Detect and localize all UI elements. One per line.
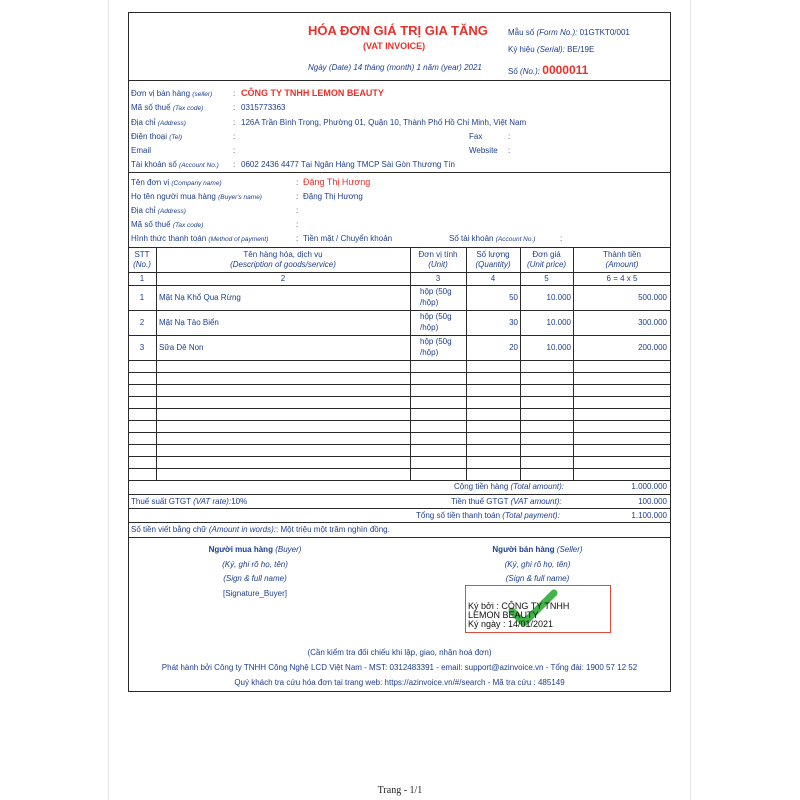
serial-number: Ký hiệu (Serial): BE/19E — [508, 45, 595, 54]
table-line — [128, 468, 671, 469]
table-index-cell: 3 — [435, 274, 441, 283]
signed-by: Ký bởi : CÔNG TY TNHH — [468, 601, 570, 611]
issuer-info: Phát hành bởi Công ty TNHH Công Nghệ LCD Việt Nam - MST: 0312483391 - email: support@azinvoice.vn - Tổng đài: 1900 57 12 52 — [161, 663, 638, 672]
digital-signature-box — [465, 585, 611, 633]
table-row-amount: 300.000 — [638, 318, 667, 327]
divider — [128, 522, 671, 523]
seller-fax-label: Fax — [469, 132, 483, 141]
buyer-sign-note-vi: (Ký, ghi rõ họ, tên) — [222, 560, 288, 569]
buyer-account-label: Số tài khoản (Account No.) — [449, 234, 536, 243]
buyer-signature-placeholder: [Signature_Buyer] — [222, 589, 288, 598]
table-header-cell: Số lượng (Quantity) — [475, 250, 511, 269]
table-row-no: 3 — [139, 343, 145, 352]
seller-tax-label: Mã số thuế (Tax code) — [131, 103, 204, 112]
table-index-cell: 1 — [139, 274, 145, 283]
table-header-cell: Thành tiền (Amount) — [603, 250, 641, 269]
table-row-description: Mặt Nạ Khổ Qua Rừng — [159, 293, 241, 302]
total-payment-value: 1.100.000 — [631, 511, 667, 520]
table-line — [128, 272, 671, 273]
seller-name-label: Đơn vị bán hàng (seller) — [131, 89, 213, 98]
table-line — [128, 335, 671, 336]
payment-method-label: Hình thức thanh toán (Method of payment) — [131, 234, 269, 243]
table-index-cell: 6 = 4 x 5 — [606, 274, 638, 283]
table-header-cell: Đơn vị tính (Unit) — [418, 250, 458, 269]
table-row-unit-price: 10.000 — [546, 343, 571, 352]
table-row-unit: hộp (50g /hộp) — [420, 337, 452, 357]
buyer-company: Đặng Thị Hương — [303, 177, 371, 187]
table-row-no: 1 — [139, 293, 145, 302]
invoice-title: HÓA ĐƠN GIÁ TRỊ GIA TĂNG — [308, 23, 488, 38]
vat-amount-label: Tiền thuế GTGT (VAT amount): — [451, 497, 562, 506]
lookup-info: Quý khách tra cứu hóa đơn tại trang web: https://azinvoice.vn/#/search - Mã tra cứu : 485149 — [234, 678, 565, 687]
form-number: Mẫu số (Form No.): 01GTKT0/001 — [508, 28, 630, 37]
divider — [128, 537, 671, 538]
table-line — [128, 285, 671, 286]
buyer-address-label: Địa chỉ (Address) — [131, 206, 186, 215]
vat-rate-label: Thuế suất GTGT (VAT rate):10% — [131, 497, 248, 506]
signed-date: Ký ngày : 14/01/2021 — [468, 619, 554, 629]
seller-sign-title: Người bán hàng (Seller) — [492, 545, 583, 554]
invoice-subtitle: (VAT INVOICE) — [363, 41, 426, 51]
buyer-sign-note-en: (Sign & full name) — [223, 574, 287, 583]
signed-by-company: LEMON BEAUTY — [468, 610, 539, 620]
table-header-cell: Đơn giá (Unit price) — [526, 250, 567, 269]
buyer-name-label: Họ tên người mua hàng (Buyer's name) — [131, 192, 262, 201]
table-row-amount: 500.000 — [638, 293, 667, 302]
table-line — [128, 247, 671, 248]
invoice-date: Ngày (Date) 14 tháng (month) 1 năm (year) 2021 — [308, 63, 482, 72]
table-index-cell: 4 — [490, 274, 496, 283]
vat-amount-value: 100.000 — [638, 497, 667, 506]
payment-method: Tiền mặt / Chuyển khoản — [303, 234, 393, 243]
table-line — [128, 396, 671, 397]
table-line — [128, 360, 671, 361]
seller-sign-note-vi: (Ký, ghi rõ họ, tên) — [504, 560, 571, 569]
buyer-name: Đặng Thị Hương — [303, 192, 363, 201]
table-line — [128, 420, 671, 421]
divider — [128, 172, 671, 173]
divider — [128, 80, 671, 81]
table-index-cell: 2 — [280, 274, 286, 283]
seller-account: 0602 2436 4477 Tại Ngân Hàng TMCP Sài Gòn Thương Tín — [241, 160, 455, 169]
seller-account-label: Tài khoản số (Account No.) — [131, 160, 219, 169]
seller-address-label: Địa chỉ (Address) — [131, 118, 186, 127]
table-row-no: 2 — [139, 318, 145, 327]
seller-address: 126A Trần Bình Trọng, Phường 01, Quận 10, Thành Phố Hồ Chí Minh, Việt Nam — [241, 118, 527, 127]
table-line — [128, 384, 671, 385]
invoice-number: Số (No.): 0000011 — [508, 63, 589, 77]
subtotal-label: Cộng tiền hàng (Total amount): — [454, 482, 565, 491]
table-header-cell: Tên hàng hóa, dịch vụ (Description of goods/service) — [230, 250, 336, 269]
table-row-unit-price: 10.000 — [546, 318, 571, 327]
divider — [128, 508, 671, 509]
table-row-unit: hộp (50g /hộp) — [420, 312, 452, 332]
table-row-unit-price: 10.000 — [546, 293, 571, 302]
seller-tax-code: 0315773363 — [241, 103, 286, 112]
page-number: Trang - 1/1 — [377, 785, 423, 796]
total-payment-label: Tổng số tiền thanh toán (Total payment): — [416, 511, 560, 520]
table-row-unit: hộp (50g /hộp) — [420, 287, 452, 307]
table-line — [128, 432, 671, 433]
seller-email-label: Email — [131, 146, 152, 155]
buyer-tax-label: Mã số thuế (Tax code) — [131, 220, 204, 229]
buyer-company-label: Tên đơn vị (Company name) — [131, 178, 222, 187]
table-row-quantity: 30 — [509, 318, 518, 327]
table-line — [128, 372, 671, 373]
table-row-quantity: 50 — [509, 293, 518, 302]
table-line — [128, 408, 671, 409]
seller-tel-label: Điện thoại (Tel) — [131, 132, 183, 141]
divider — [128, 494, 671, 495]
table-header-cell: STT (No.) — [133, 250, 151, 269]
table-row-quantity: 20 — [509, 343, 518, 352]
seller-sign-note-en: (Sign & full name) — [505, 574, 570, 583]
table-line — [128, 444, 671, 445]
seller-website-label: Website — [469, 146, 498, 155]
subtotal-value: 1.000.000 — [631, 482, 667, 491]
buyer-sign-title: Người mua hàng (Buyer) — [208, 545, 302, 554]
table-line — [128, 480, 671, 481]
table-row-description: Mặt Nạ Tảo Biển — [159, 318, 219, 327]
table-line — [128, 310, 671, 311]
seller-name: CÔNG TY TNHH LEMON BEAUTY — [241, 88, 384, 98]
table-index-cell: 5 — [544, 274, 549, 283]
check-note: (Cần kiểm tra đối chiếu khi lập, giao, nhận hoá đơn) — [307, 648, 492, 657]
table-row-description: Sữa Dê Non — [159, 343, 204, 352]
table-line — [128, 456, 671, 457]
amount-in-words: Số tiền viết bằng chữ (Amount in words):: Một triệu một trăm nghìn đồng. — [131, 525, 390, 534]
table-row-amount: 200.000 — [638, 343, 667, 352]
